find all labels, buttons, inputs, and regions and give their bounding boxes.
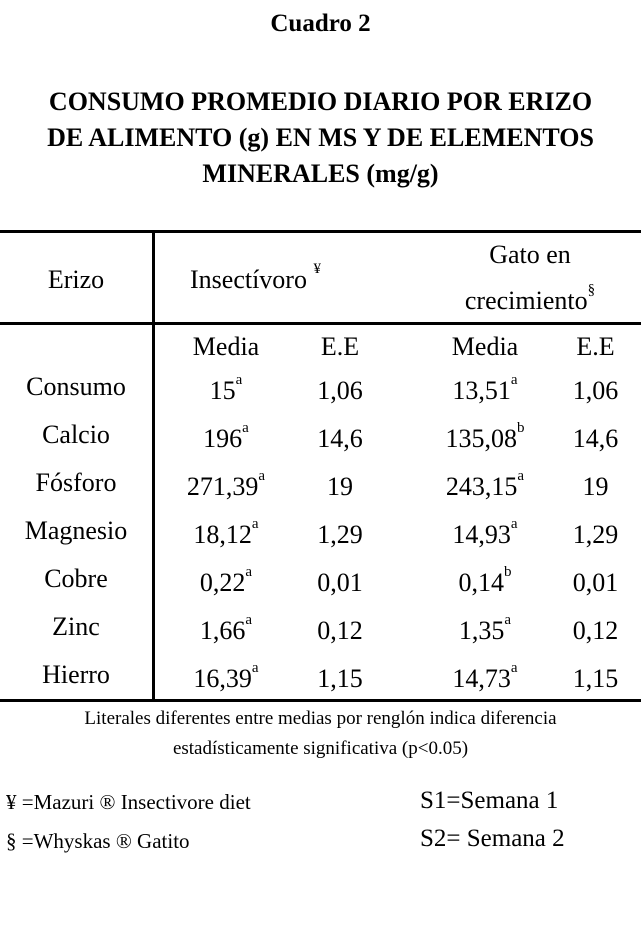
ins-media-value: 16,39 [193,664,252,693]
note-line-1: Literales diferentes entre medias por renglón indica diferencia [84,708,557,729]
ins-media-value: 1,66 [199,616,246,645]
gato-ee: 1,06 [572,376,619,405]
table-row [0,516,641,564]
row-label: Cobre [44,564,108,593]
footnote-yen: ¥ =Mazuri ® Insectivore diet [6,790,251,814]
gato-media-value: 14,93 [452,520,511,549]
gato-ee: 1,15 [572,664,619,693]
ins-ee: 14,6 [317,424,363,453]
ins-media-value: 15 [209,376,236,405]
gato-ee: 0,12 [572,616,619,645]
gato-media-letter: a [517,468,525,484]
footnote-s1: S1=Semana 1 [420,787,559,814]
ins-media [166,468,286,502]
ins-media [166,372,286,406]
ins-ee: 1,06 [317,376,363,405]
table-row [0,612,641,660]
header-gato-line1: Gato en [489,240,571,269]
table-header-rule [0,322,641,325]
ins-ee: 19 [327,472,353,501]
ins-media-value: 18,12 [193,520,252,549]
table-row [0,660,641,700]
gato-media-value: 14,73 [452,664,511,693]
row-label: Fósforo [35,468,117,497]
heading-line-1: CONSUMO PROMEDIO DIARIO POR ERIZO [48,87,593,116]
gato-media-letter: b [517,420,525,436]
gato-media-letter: a [510,660,518,676]
header-erizo: Erizo [47,265,105,294]
gato-media-letter: a [504,612,512,628]
row-label: Magnesio [24,516,128,545]
gato-media-letter: b [504,564,512,580]
ins-media [166,564,286,598]
ins-media [166,516,286,550]
ins-media-letter: a [245,564,253,580]
table-top-rule [0,230,641,233]
row-label: Hierro [42,660,110,689]
gato-media [420,516,550,550]
gato-media-value: 13,51 [452,376,511,405]
yen-mark: ¥ [313,261,321,277]
gato-media-value: 0,14 [458,568,504,597]
gato-media [420,660,550,694]
gato-media-value: 135,08 [445,424,517,453]
heading-line-2: DE ALIMENTO (g) EN MS Y DE ELEMENTOS [47,123,594,152]
ins-media [166,660,286,694]
subheader-ins-ee: E.E [320,332,360,361]
ins-media [166,612,286,646]
gato-media-letter: a [510,516,518,532]
header-insectivoro [190,261,321,295]
gato-ee: 1,29 [572,520,619,549]
significance-note [0,704,641,764]
ins-media-letter: a [235,372,243,388]
ins-ee: 0,01 [317,568,363,597]
footnote-s2: S2= Semana 2 [420,825,565,852]
gato-ee: 19 [582,472,609,501]
row-label: Zinc [52,612,100,641]
ins-media-letter: a [258,468,266,484]
subheader-ins-media: Media [192,332,260,361]
table-heading [0,84,641,192]
footnote-section: § =Whyskas ® Gatito [6,829,190,853]
ins-ee: 1,29 [317,520,363,549]
table-row [0,564,641,612]
ins-media [166,420,286,454]
ins-media-letter: a [245,612,253,628]
gato-media [420,420,550,454]
ins-ee: 0,12 [317,616,363,645]
gato-media [420,468,550,502]
gato-media-letter: a [510,372,518,388]
ins-media-letter: a [251,516,259,532]
ins-media-value: 271,39 [186,472,259,501]
gato-media [420,372,550,406]
gato-media [420,564,550,598]
table-title: Cuadro 2 [270,10,371,37]
subheader-gato-ee: E.E [576,332,615,361]
row-label: Consumo [26,372,126,401]
ins-media-value: 0,22 [199,568,246,597]
row-label: Calcio [42,420,110,449]
heading-line-3: MINERALES (mg/g) [202,159,439,188]
ins-ee: 1,15 [317,664,363,693]
gato-media [420,612,550,646]
subheader-gato-media: Media [451,332,519,361]
ins-media-letter: a [251,660,259,676]
section-mark: § [587,282,596,298]
gato-media-value: 1,35 [458,616,505,645]
header-gato-label: crecimiento [464,286,588,315]
header-gato-line2 [430,282,630,316]
ins-media-letter: a [242,420,249,436]
table-row [0,468,641,516]
ins-media-value: 196 [203,424,243,453]
gato-media-value: 243,15 [445,472,518,501]
note-line-2: estadísticamente significativa (p<0.05) [172,738,469,759]
gato-ee: 0,01 [572,568,619,597]
header-insectivoro-label: Insectívoro [190,265,307,294]
gato-ee: 14,6 [572,424,619,453]
table-row [0,372,641,420]
table-row [0,420,641,468]
